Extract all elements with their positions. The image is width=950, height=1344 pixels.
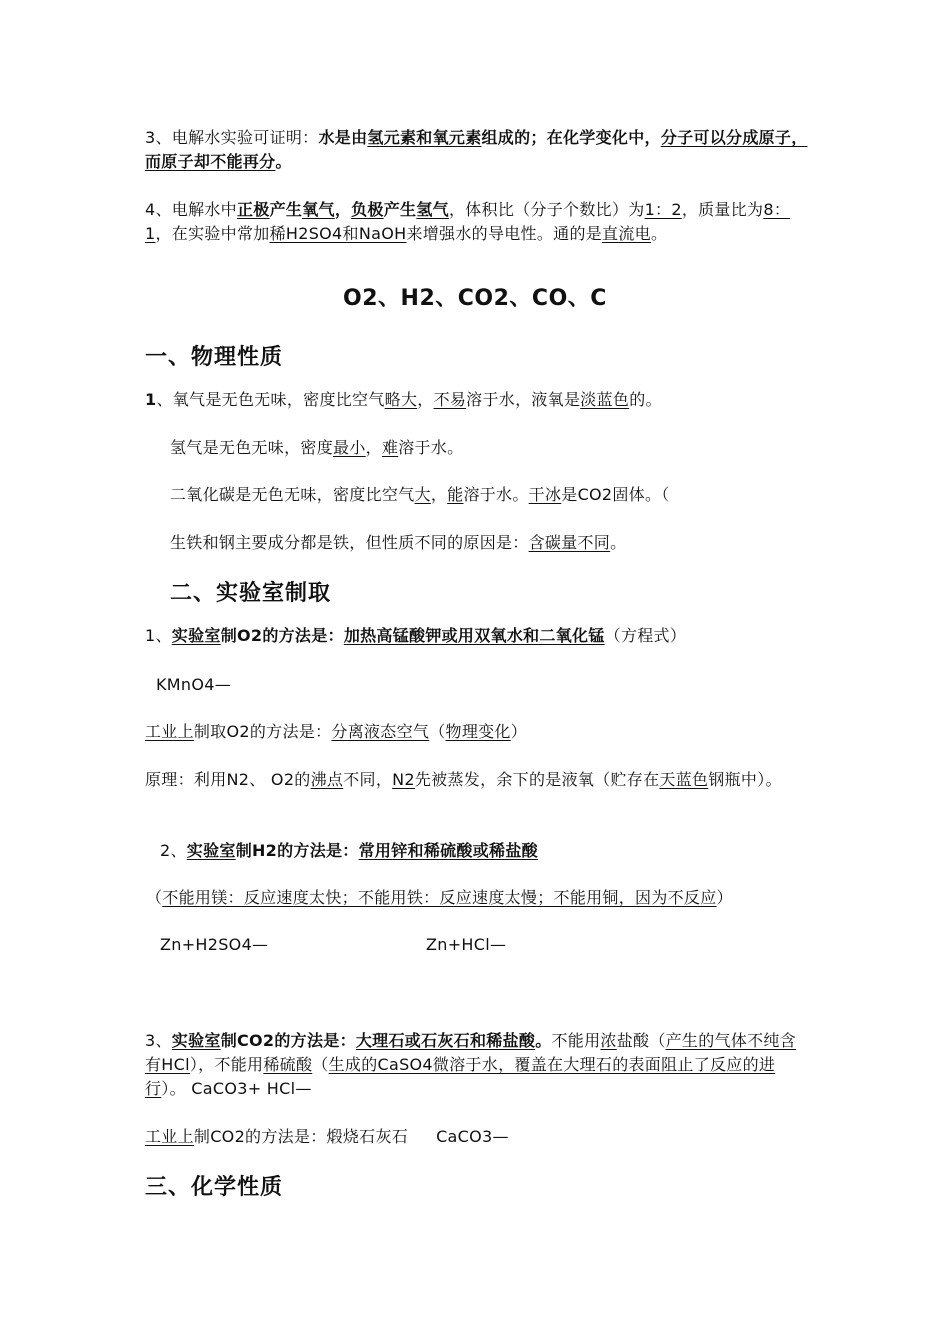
equation-zn-h2so4: Zn+H2SO4— <box>160 935 269 954</box>
paragraph-iron-steel: 生铁和钢主要成分都是铁，但性质不同的原因是：含碳量不同。 <box>170 533 627 552</box>
equation-kmno4: KMnO4— <box>156 675 232 694</box>
paragraph-h2-lab-method: 2、实验室制H2的方法是：常用锌和稀硫酸或稀盐酸 <box>160 841 538 860</box>
paragraph-co2-lab-method: 3、实验室制CO2的方法是：大理石或石灰石和稀盐酸。不能用浓盐酸（产生的气体不纯含有HCl），不能用稀硫酸（生成的CaSO4微溶于水，覆盖在大理石的表面阻止了反应的进行）。 CaCO3+ HCl— <box>145 1031 797 1098</box>
section-title: O2、H2、CO2、CO、C <box>343 286 607 311</box>
paragraph-oxygen-properties: 1、氧气是无色无味，密度比空气略大，不易溶于水，液氧是淡蓝色的。 <box>145 390 662 409</box>
paragraph-electrolysis-details: 4、电解水中正极产生氧气，负极产生氢气，体积比（分子个数比）为1：2，质量比为8：1，在实验中常加稀H2SO4和NaOH来增强水的导电性。通的是直流电。 <box>145 200 791 243</box>
paragraph-co2-properties: 二氧化碳是无色无味，密度比空气大，能溶于水。干冰是CO2固体。（ <box>170 485 670 504</box>
paragraph-hydrogen-properties: 氢气是无色无味，密度最小，难溶于水。 <box>170 438 464 457</box>
heading-chemical-properties: 三、化学性质 <box>145 1175 284 1200</box>
paragraph-electrolysis-proof: 3、电解水实验可证明：水是由氢元素和氧元素组成的；在化学变化中，分子可以分成原子，而原子却不能再分。 <box>145 128 808 171</box>
heading-physical-properties: 一、物理性质 <box>145 345 284 370</box>
paragraph-o2-industrial: 工业上制取O2的方法是：分离液态空气（物理变化） <box>145 722 528 741</box>
paragraph-co2-industrial: 工业上制CO2的方法是：煅烧石灰石 CaCO3— <box>145 1127 509 1146</box>
paragraph-principle: 原理：利用N2、 O2的沸点不同，N2先被蒸发，余下的是液氧（贮存在天蓝色钢瓶中）。 <box>145 770 782 789</box>
heading-lab-preparation: 二、实验室制取 <box>170 581 332 606</box>
paragraph-h2-note: （不能用镁：反应速度太快；不能用铁：反应速度太慢；不能用铜，因为不反应） <box>146 888 733 907</box>
equation-zn-hcl: Zn+HCl— <box>426 935 507 954</box>
paragraph-o2-lab-method: 1、实验室制O2的方法是：加热高锰酸钾或用双氧水和二氧化锰（方程式） <box>145 626 687 645</box>
